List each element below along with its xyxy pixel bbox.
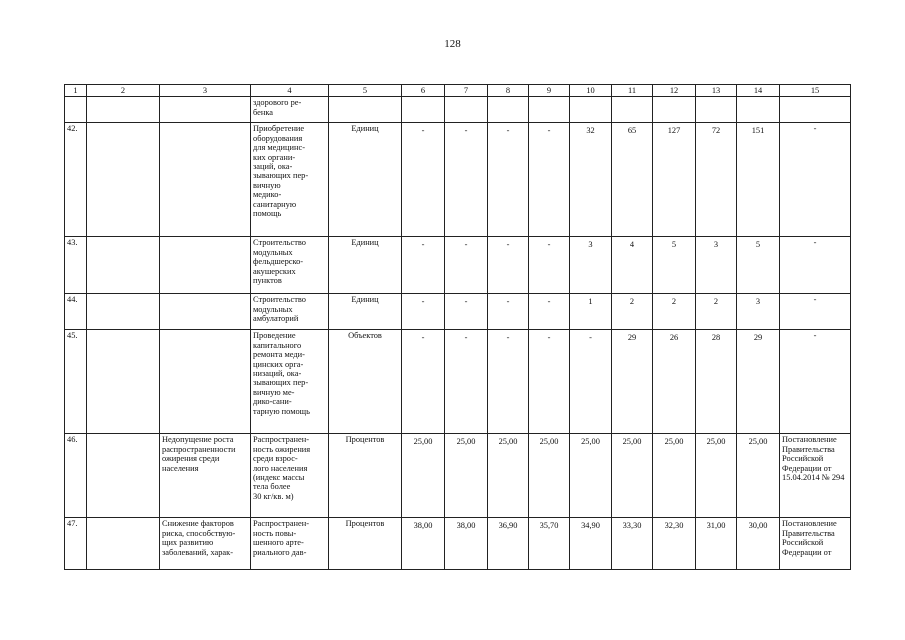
cell-text: 45. xyxy=(67,331,78,341)
year-value-cell: - xyxy=(402,123,445,237)
column-header: 15 xyxy=(780,85,851,97)
legal-basis-cell xyxy=(780,434,851,518)
cell-text: - xyxy=(813,295,817,305)
unit-cell xyxy=(329,237,402,294)
year-value-cell: 3 xyxy=(696,237,737,294)
year-value-cell: - xyxy=(445,123,488,237)
year-value-cell xyxy=(696,97,737,123)
task-cell xyxy=(160,97,251,123)
legal-basis-cell xyxy=(780,294,851,330)
year-value-cell: - xyxy=(402,237,445,294)
year-value-cell: 5 xyxy=(653,237,696,294)
goal-cell xyxy=(87,123,160,237)
legal-basis-cell xyxy=(780,237,851,294)
table-row xyxy=(65,330,851,434)
unit-cell xyxy=(329,518,402,570)
year-value-cell: - xyxy=(445,330,488,434)
year-value-cell: 2 xyxy=(653,294,696,330)
year-value-cell: 25,00 xyxy=(445,434,488,518)
year-value-cell: 151 xyxy=(737,123,780,237)
year-value-cell: 25,00 xyxy=(612,434,653,518)
column-header: 12 xyxy=(653,85,696,97)
year-value-cell: 31,00 xyxy=(696,518,737,570)
column-header: 3 xyxy=(160,85,251,97)
table-body xyxy=(65,97,851,570)
year-value-cell xyxy=(737,97,780,123)
year-value-cell: 2 xyxy=(612,294,653,330)
goal-cell xyxy=(87,434,160,518)
cell-text: Снижение факторов риска, способствую- щих развитию заболеваний, харак- xyxy=(162,519,236,557)
cell-text: Распространен- ность ожирения среди взрос- лого населения (индекс массы тела более 30 кг/кв. м) xyxy=(253,435,311,501)
unit-cell xyxy=(329,97,402,123)
year-value-cell: - xyxy=(529,123,570,237)
column-header: 8 xyxy=(488,85,529,97)
goal-cell xyxy=(87,237,160,294)
column-header: 6 xyxy=(402,85,445,97)
cell-text: Единиц xyxy=(351,295,379,305)
column-header: 7 xyxy=(445,85,488,97)
cell-text: Постановление Правительства Российской Федерации от 15.04.2014 № 294 xyxy=(782,435,845,483)
cell-text: Процентов xyxy=(345,435,385,445)
year-value-cell: 3 xyxy=(570,237,612,294)
cell-text: - xyxy=(813,238,817,248)
year-value-cell: - xyxy=(488,237,529,294)
column-header: 5 xyxy=(329,85,402,97)
year-value-cell: 72 xyxy=(696,123,737,237)
column-number-row xyxy=(65,85,851,97)
indicator-name-cell xyxy=(251,97,329,123)
unit-cell xyxy=(329,434,402,518)
goal-cell xyxy=(87,97,160,123)
legal-basis-cell xyxy=(780,518,851,570)
year-value-cell xyxy=(488,97,529,123)
goal-cell xyxy=(87,330,160,434)
year-value-cell: - xyxy=(402,294,445,330)
year-value-cell: 5 xyxy=(737,237,780,294)
unit-cell xyxy=(329,123,402,237)
task-cell xyxy=(160,123,251,237)
year-value-cell: 25,00 xyxy=(488,434,529,518)
legal-basis-cell xyxy=(780,123,851,237)
cell-text: Объектов xyxy=(348,331,382,341)
year-value-cell: - xyxy=(445,237,488,294)
year-value-cell: 29 xyxy=(737,330,780,434)
year-value-cell: 25,00 xyxy=(653,434,696,518)
row-number-cell xyxy=(65,123,87,237)
indicator-name-cell xyxy=(251,518,329,570)
indicator-table xyxy=(64,84,851,570)
column-header: 13 xyxy=(696,85,737,97)
year-value-cell: 4 xyxy=(612,237,653,294)
table-row xyxy=(65,518,851,570)
indicator-name-cell xyxy=(251,294,329,330)
indicator-name-cell xyxy=(251,237,329,294)
cell-text: 43. xyxy=(67,238,78,248)
year-value-cell: 32,30 xyxy=(653,518,696,570)
task-cell xyxy=(160,237,251,294)
year-value-cell: 25,00 xyxy=(737,434,780,518)
table-row xyxy=(65,97,851,123)
column-header: 4 xyxy=(251,85,329,97)
year-value-cell: - xyxy=(402,330,445,434)
year-value-cell: 25,00 xyxy=(402,434,445,518)
year-value-cell xyxy=(570,97,612,123)
year-value-cell: 28 xyxy=(696,330,737,434)
year-value-cell: - xyxy=(529,330,570,434)
task-cell xyxy=(160,330,251,434)
cell-text: 47. xyxy=(67,519,78,529)
column-header: 2 xyxy=(87,85,160,97)
cell-text: Приобретение оборудования для медицинс- ких органи- заций, ока- зывающих пер- вичную медико- санитарную помощь xyxy=(253,124,309,219)
column-header: 11 xyxy=(612,85,653,97)
table-row xyxy=(65,123,851,237)
cell-text: Строительство модульных фельдшерско- акушерских пунктов xyxy=(253,238,306,286)
indicator-name-cell xyxy=(251,330,329,434)
cell-text: здорового ре- бенка xyxy=(253,98,302,117)
row-number-cell xyxy=(65,434,87,518)
legal-basis-cell xyxy=(780,97,851,123)
row-number-cell xyxy=(65,294,87,330)
column-header: 9 xyxy=(529,85,570,97)
table-row xyxy=(65,294,851,330)
year-value-cell: 32 xyxy=(570,123,612,237)
column-header: 10 xyxy=(570,85,612,97)
row-number-cell xyxy=(65,330,87,434)
cell-text: - xyxy=(813,331,817,341)
task-cell xyxy=(160,434,251,518)
year-value-cell: 65 xyxy=(612,123,653,237)
year-value-cell xyxy=(529,97,570,123)
row-number-cell xyxy=(65,518,87,570)
year-value-cell: 38,00 xyxy=(402,518,445,570)
cell-text: 42. xyxy=(67,124,78,134)
year-value-cell: - xyxy=(445,294,488,330)
page-number: 128 xyxy=(444,38,461,50)
year-value-cell: 36,90 xyxy=(488,518,529,570)
task-cell xyxy=(160,294,251,330)
indicator-name-cell xyxy=(251,123,329,237)
year-value-cell: 29 xyxy=(612,330,653,434)
year-value-cell: 3 xyxy=(737,294,780,330)
year-value-cell: 35,70 xyxy=(529,518,570,570)
task-cell xyxy=(160,518,251,570)
cell-text: - xyxy=(813,124,817,134)
unit-cell xyxy=(329,330,402,434)
year-value-cell: 127 xyxy=(653,123,696,237)
year-value-cell xyxy=(402,97,445,123)
year-value-cell: 38,00 xyxy=(445,518,488,570)
year-value-cell: - xyxy=(488,294,529,330)
year-value-cell: 25,00 xyxy=(696,434,737,518)
cell-text: Постановление Правительства Российской Федерации от xyxy=(782,519,837,557)
cell-text: 44. xyxy=(67,295,78,305)
year-value-cell: 1 xyxy=(570,294,612,330)
column-header: 14 xyxy=(737,85,780,97)
year-value-cell: - xyxy=(488,330,529,434)
year-value-cell xyxy=(653,97,696,123)
cell-text: Распространен- ность повы- шенного арте- риального дав- xyxy=(253,519,310,557)
cell-text: Процентов xyxy=(345,519,385,529)
cell-text: 46. xyxy=(67,435,78,445)
cell-text: Строительство модульных амбулаторий xyxy=(253,295,306,324)
year-value-cell: 26 xyxy=(653,330,696,434)
cell-text: Недопущение роста распространенности ожирения среди населения xyxy=(162,435,236,473)
year-value-cell: 33,30 xyxy=(612,518,653,570)
year-value-cell xyxy=(445,97,488,123)
cell-text: Проведение капитального ремонта меди- цинских орга- низаций, ока- зывающих пер- вичную ме- дико-сани- тарную помощь xyxy=(253,331,310,416)
row-number-cell xyxy=(65,97,87,123)
year-value-cell: - xyxy=(488,123,529,237)
table-row xyxy=(65,434,851,518)
goal-cell xyxy=(87,518,160,570)
unit-cell xyxy=(329,294,402,330)
year-value-cell: - xyxy=(529,294,570,330)
year-value-cell: 2 xyxy=(696,294,737,330)
indicator-name-cell xyxy=(251,434,329,518)
year-value-cell: 25,00 xyxy=(529,434,570,518)
table-row xyxy=(65,237,851,294)
year-value-cell: - xyxy=(529,237,570,294)
year-value-cell: - xyxy=(570,330,612,434)
year-value-cell xyxy=(612,97,653,123)
year-value-cell: 25,00 xyxy=(570,434,612,518)
year-value-cell: 30,00 xyxy=(737,518,780,570)
cell-text: Единиц xyxy=(351,238,379,248)
year-value-cell: 34,90 xyxy=(570,518,612,570)
cell-text: Единиц xyxy=(351,124,379,134)
row-number-cell xyxy=(65,237,87,294)
legal-basis-cell xyxy=(780,330,851,434)
column-header: 1 xyxy=(65,85,87,97)
goal-cell xyxy=(87,294,160,330)
